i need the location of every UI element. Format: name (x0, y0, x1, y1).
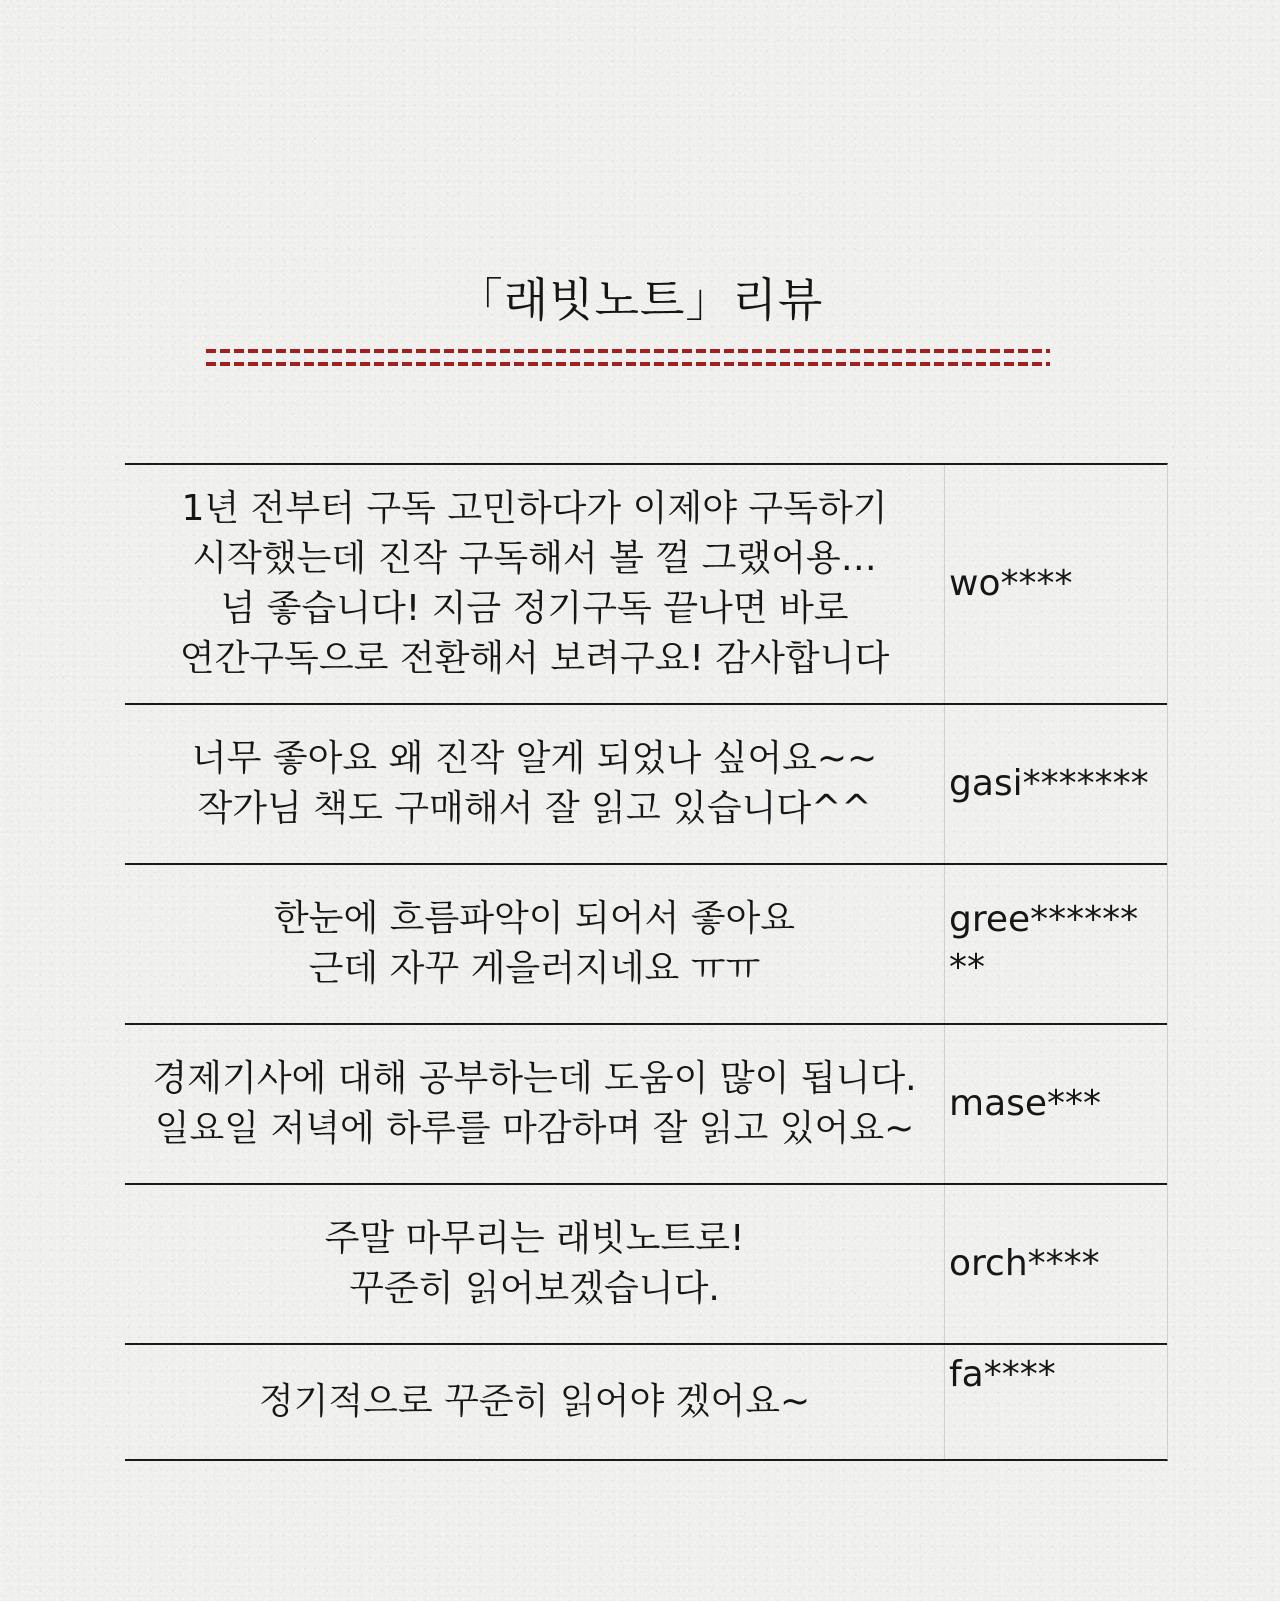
review-table (125, 463, 1168, 1461)
review-author: fa**** (949, 1354, 1056, 1395)
red-dashed-divider-bottom (206, 362, 1050, 366)
review-comment: 경제기사에 대해 공부하는데 도움이 많이 됩니다. 일요일 저녁에 하루를 마감하며 잘 읽고 있어요~ (125, 1025, 945, 1183)
review-row (125, 865, 1167, 1025)
review-author: gasi******* (949, 763, 1149, 804)
review-row (125, 1185, 1167, 1345)
review-comment: 주말 마무리는 래빗노트로! 꾸준히 읽어보겠습니다. (125, 1185, 945, 1343)
review-comment: 1년 전부터 구독 고민하다가 이제야 구독하기 시작했는데 진작 구독해서 볼 껄 그랬어용… 넘 좋습니다! 지금 정기구독 끝나면 바로 연간구독으로 전환해서 보려구요! 감사합니다 (125, 465, 945, 703)
review-author: gree******** (949, 899, 1139, 988)
page-title: 「래빗노트」리뷰 (456, 273, 824, 327)
review-author: mase*** (949, 1083, 1102, 1124)
review-comment: 너무 좋아요 왜 진작 알게 되었나 싶어요~~ 작가님 책도 구매해서 잘 읽고 있습니다^^ (125, 705, 945, 863)
review-comment: 한눈에 흐름파악이 되어서 좋아요 근데 자꾸 게을러지네요 ㅠㅠ (125, 865, 945, 1023)
review-row (125, 465, 1167, 705)
review-author: wo**** (949, 563, 1073, 604)
review-row (125, 1345, 1167, 1459)
review-row (125, 1025, 1167, 1185)
red-dashed-divider-top (206, 349, 1050, 353)
review-author: orch**** (949, 1243, 1100, 1284)
review-comment: 정기적으로 꾸준히 읽어야 겠어요~ (125, 1345, 945, 1459)
review-row (125, 705, 1167, 865)
